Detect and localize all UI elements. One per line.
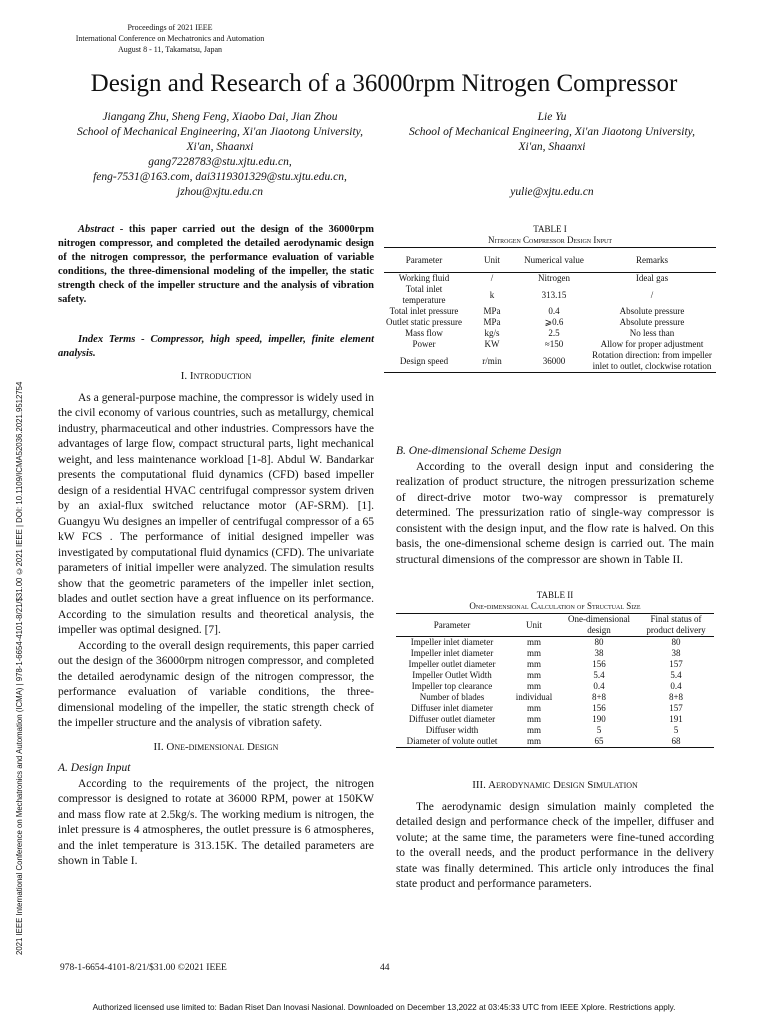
table-cell: ⩾0.6 xyxy=(544,317,564,327)
table-cell: 5.4 xyxy=(670,670,682,680)
author-affiliation-left-2: Xi'an, Shaanxi xyxy=(186,141,254,153)
table-row xyxy=(396,736,714,748)
table-1-caption: Nitrogen Compressor Design Input xyxy=(487,235,613,245)
table-cell: 68 xyxy=(638,736,714,748)
proceedings-header xyxy=(0,22,340,55)
section-1-heading: I. Introduction xyxy=(180,370,252,382)
table-row xyxy=(396,659,714,670)
author-names-right: Lie Yu xyxy=(537,111,567,123)
table-cell: 157 xyxy=(669,659,683,669)
author-email-right-1: yulie@xjtu.edu.cn xyxy=(510,186,594,198)
table-cell: 80 xyxy=(671,637,681,647)
table-cell: Rotation direction: from impeller inlet to outlet, clockwise rotation xyxy=(588,350,716,373)
aerodynamic-paragraph: The aerodynamic design simulation mainly completed the detailed design and performance check of the impeller, diffuser and volute; at the same time, the parameters were fine-tuned according to the overall needs, and the product performance in the delivery state was finally determined. This article only introduces the final state product and performance parameters. xyxy=(396,800,714,890)
abstract-text: - this paper carried out the design of the 36000rpm nitrogen compressor, and completed the detailed aerodynamic design of the nitrogen compressor, the performance evaluation of variable conditions, the three-dimensional modeling of the impeller, the static strength check of the impeller structure and the analysis of vibration safety. xyxy=(58,224,374,305)
table-cell: 80 xyxy=(594,637,604,647)
table-cell: mm xyxy=(526,648,541,658)
table-cell: Impeller inlet diameter xyxy=(410,648,494,658)
table-1 xyxy=(384,247,716,373)
table-1-block xyxy=(384,224,716,373)
author-affiliation-right-2: Xi'an, Shaanxi xyxy=(518,141,586,153)
index-terms-label: Index Terms xyxy=(78,334,136,345)
table-row xyxy=(396,725,714,736)
table-cell: mm xyxy=(526,725,541,735)
table-1-label: TABLE I xyxy=(533,224,567,234)
table-row xyxy=(396,670,714,681)
table-2-block xyxy=(396,590,714,748)
author-email-left-3: jzhou@xjtu.edu.cn xyxy=(177,186,263,198)
table-cell: Total inlet pressure xyxy=(389,306,459,316)
table-row xyxy=(384,350,716,373)
table-cell: 38 xyxy=(671,648,681,658)
table-cell: 157 xyxy=(669,703,683,713)
table-row xyxy=(396,692,714,703)
index-terms-text: - Compressor, high speed, impeller, finite element analysis. xyxy=(58,334,374,359)
table-cell: k xyxy=(489,289,495,300)
table-cell: Outlet static pressure xyxy=(386,317,462,327)
table-cell: 0.4 xyxy=(670,681,682,691)
table-cell: 190 xyxy=(592,714,606,724)
table-cell: Impeller Outlet Width xyxy=(412,670,492,680)
table-cell: 36000 xyxy=(520,350,588,373)
section-2-heading: II. One-dimensional Design xyxy=(153,740,279,753)
right-column-section-3 xyxy=(396,778,714,893)
doi-sidebar: 2021 IEEE International Conference on Mechatronics and Automation (ICMA) | 978-1-6654-4101-8/21/$31.00 ©2021 IEEE | DOI: 10.1109/ICMA52036.2021.9512754 xyxy=(15,381,24,955)
table-cell: mm xyxy=(508,736,560,748)
table-cell: 0.4 xyxy=(548,306,560,316)
table-cell: 5 xyxy=(673,725,679,735)
table-cell: Total inlet temperature xyxy=(402,284,446,305)
table-cell: mm xyxy=(526,670,541,680)
table-cell: / xyxy=(490,273,494,283)
right-column-section-b xyxy=(396,444,714,568)
copyright-footer: 978-1-6654-4101-8/21/$31.00 ©2021 IEEE xyxy=(60,963,227,973)
section-3-heading: III. Aerodynamic Design Simulation xyxy=(472,779,638,791)
table-row xyxy=(396,703,714,714)
table-row xyxy=(384,317,716,328)
table-cell: Ideal gas xyxy=(635,273,669,283)
table-cell: mm xyxy=(526,714,541,724)
scheme-design-paragraph: According to the overall design input and considering the realization of product structure, the nitrogen pressurization scheme of direct-drive motor two-way compressor is prematurely determined. The pressurization ratio of single-way compressor is consistent with the design input, and the flow rate is halved. On this basis, the one-dimensional scheme design is carried out. The main structural dimensions of the compressor are shown in Table II. xyxy=(396,460,714,566)
table-cell: mm xyxy=(526,659,541,669)
table-row xyxy=(384,328,716,339)
table-2-caption: One-dimensional Calculation of Structual Size xyxy=(469,601,641,611)
author-names-left: Jiangang Zhu, Sheng Feng, Xiaobo Dai, Jian Zhou xyxy=(102,111,338,123)
table-cell: Diffuser inlet diameter xyxy=(411,703,493,713)
author-block-right xyxy=(388,110,716,200)
table-cell: 38 xyxy=(594,648,604,658)
table-cell: mm xyxy=(526,637,541,647)
left-column xyxy=(58,223,374,870)
author-block-left xyxy=(55,110,385,200)
table-1-header-row xyxy=(384,248,716,273)
table-cell: Number of blades xyxy=(419,692,485,702)
proceedings-line-2: International Conference on Mechatronics and Automation xyxy=(75,34,265,43)
table-cell: mm xyxy=(526,681,541,691)
table-2-header: Parameter xyxy=(396,614,508,637)
table-cell: 8+8 xyxy=(591,692,607,702)
table-cell: Working fluid xyxy=(398,273,450,283)
table-cell: ≈150 xyxy=(544,339,564,349)
table-cell: No less than xyxy=(629,328,675,338)
table-row xyxy=(384,339,716,350)
table-row xyxy=(396,637,714,649)
table-cell: 0.4 xyxy=(593,681,605,691)
table-cell: Diffuser outlet diameter xyxy=(408,714,496,724)
table-cell: Impeller inlet diameter xyxy=(410,637,494,647)
table-cell: Allow for proper adjustment xyxy=(600,339,704,349)
table-row xyxy=(384,273,716,285)
intro-paragraph-1: As a general-purpose machine, the compressor is widely used in the civil economy of various countries, such as metallurgy, chemical industry, pharmaceutical and other industries. Compressors have the advantages of large flow, compact structural parts, light mechanical weight, and less maintenance workload [1-8]. Abdul W. Bandarkar presents the computational fluid dynamics (CFD) based impeller design of a residential HVAC centrifugal compressor system driven by an axial-flux switched reluctance motor (AF-SRM). [1]. Guangyu Wu designes an impeller of centrifugal compressor of a 65 kW FCS . The performance of initial designed impeller was investigated by computational fluid dynamics (CFD). The univariate parameters of initial impeller were analyzed. The simulation results show that the geometric parameters of the impeller inlet section, blades and outlet section have a great influence on its performance. According to the simulation results and theoretical analysis, the impeller was optimal designed. [7]. xyxy=(58,391,374,636)
table-cell: 65 xyxy=(560,736,638,748)
table-row xyxy=(384,284,716,306)
table-cell: 5.4 xyxy=(593,670,605,680)
table-2-header: Final status of product delivery xyxy=(638,614,714,637)
author-affiliation-right-1: School of Mechanical Engineering, Xi'an Jiaotong University, xyxy=(408,126,696,138)
table-cell: mm xyxy=(526,703,541,713)
proceedings-line-3: August 8 - 11, Takamatsu, Japan xyxy=(117,45,223,54)
table-cell: 191 xyxy=(669,714,683,724)
table-cell: Nitrogen xyxy=(538,273,570,283)
abstract xyxy=(58,223,374,307)
table-cell: Absolute pressure xyxy=(619,317,685,327)
table-1-header: Unit xyxy=(464,248,520,273)
table-cell: Absolute pressure xyxy=(619,306,685,316)
table-cell: Design speed xyxy=(384,350,464,373)
authorized-use-notice: Authorized licensed use limited to: Badan Riset Dan Inovasi Nasional. Downloaded on December 13,2022 at 03:45:33 UTC from IEEE Xplore. Restrictions apply. xyxy=(92,1003,676,1012)
index-terms xyxy=(58,333,374,361)
table-cell: 5 xyxy=(596,725,602,735)
table-row xyxy=(396,648,714,659)
proceedings-line-1: Proceedings of 2021 IEEE xyxy=(127,23,213,32)
table-1-header: Parameter xyxy=(384,248,464,273)
table-cell: KW xyxy=(484,339,500,349)
table-cell: MPa xyxy=(483,317,501,327)
table-cell: MPa xyxy=(483,306,501,316)
table-row xyxy=(396,714,714,725)
author-email-left-1: gang7228783@stu.xjtu.edu.cn, xyxy=(148,156,292,168)
table-cell: 156 xyxy=(592,659,606,669)
table-row xyxy=(384,306,716,317)
page-number: 44 xyxy=(380,963,390,973)
table-cell: 2.5 xyxy=(548,328,560,338)
table-cell: Impeller outlet diameter xyxy=(408,659,496,669)
table-cell: Diffuser width xyxy=(425,725,479,735)
table-2-header: Unit xyxy=(508,614,560,637)
design-input-paragraph: According to the requirements of the project, the nitrogen compressor is designed to rotate at 36000 RPM, power at 150KW and mass flow rate at 2.5kg/s. The working medium is nitrogen, the inlet pressure is 4 atmospheres, the outlet pressure is 6 atmospheres, and the inlet temperature is 313.15K. The detailed parameters are shown in Table I. xyxy=(58,777,374,867)
table-cell: 156 xyxy=(592,703,606,713)
intro-paragraph-2: According to the overall design requirements, this paper carried out the design of the 36000rpm nitrogen compressor, and completed the detailed aerodynamic design of the nitrogen compressor, the performance evaluation of variable conditions, the three-dimensional modeling of the impeller, the static strength check of the impeller structure and the analysis of vibration safety. xyxy=(58,639,374,729)
table-cell: 313.15 xyxy=(541,289,567,300)
table-cell: Power xyxy=(412,339,436,349)
table-cell: r/min xyxy=(464,350,520,373)
author-affiliation-left-1: School of Mechanical Engineering, Xi'an Jiaotong University, xyxy=(76,126,364,138)
table-1-header: Remarks xyxy=(588,248,716,273)
table-2-header: One-dimensional design xyxy=(560,614,638,637)
subsection-a-heading: A. Design Input xyxy=(58,762,131,774)
table-row xyxy=(396,681,714,692)
table-cell: Mass flow xyxy=(405,328,443,338)
table-cell: Diameter of volute outlet xyxy=(396,736,508,748)
table-cell: Impeller top clearance xyxy=(411,681,493,691)
table-2-label: TABLE II xyxy=(536,590,574,600)
subsection-b-heading: B. One-dimensional Scheme Design xyxy=(396,445,562,457)
table-1-header: Numerical value xyxy=(520,248,588,273)
table-cell: kg/s xyxy=(484,328,500,338)
abstract-label: Abstract xyxy=(78,224,115,235)
table-cell: individual xyxy=(515,692,553,702)
table-2-header-row xyxy=(396,614,714,637)
table-cell: / xyxy=(650,289,654,300)
table-2 xyxy=(396,613,714,748)
table-cell: 8+8 xyxy=(668,692,684,702)
paper-title: Design and Research of a 36000rpm Nitrogen Compressor xyxy=(90,70,678,97)
author-email-left-2: feng-7531@163.com, dai3119301329@stu.xjtu.edu.cn, xyxy=(93,171,347,183)
